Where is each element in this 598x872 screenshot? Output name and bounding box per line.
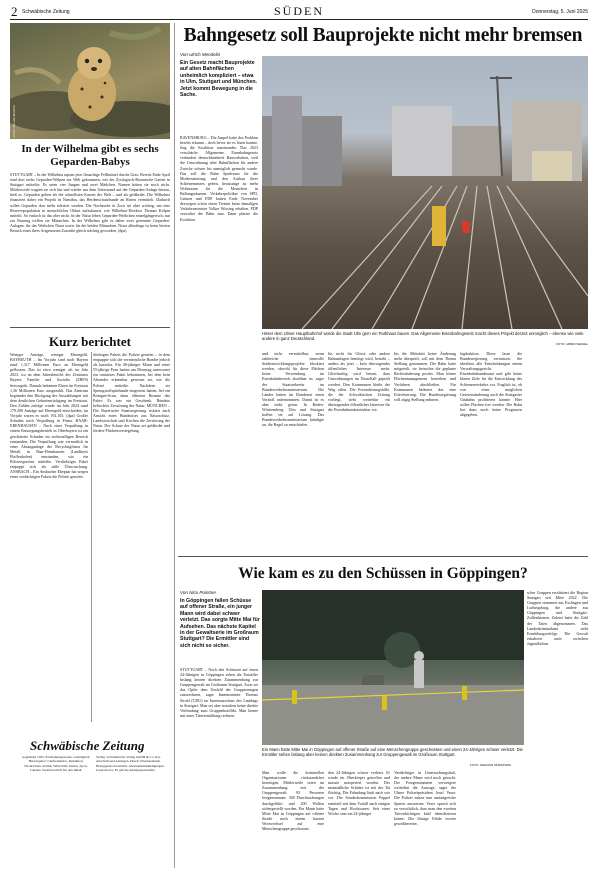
header-date: Donnerstag, 5. Juni 2025 [532,9,588,15]
goeppingen-lead: In Göppingen fallen Schüsse auf offener Straße, ein junger Mann wird dabei schwer verletzt. Das sorgte Mitte Mai für Aufsehen. Das nächste Kapitel in der Gewaltserie im Großraum Stuttgart? Die Ermittler sind sich nicht so sicher. [180,598,260,649]
header-rule [10,19,588,20]
kurz-col-divider [91,352,92,722]
goeppingen-headline: Wie kam es zu den Schüssen in Göppingen? [238,565,528,582]
masthead-col-2: Verlag: Schwäbischer Verlag GmbH & Co. KG. Anschrift und Anzeigen. Druck: Druckzentrum. Bezugspreis monatlich. Abonnementkündigungen. Leserservice. Es gilt die Anzeigenpreisliste. [96,755,165,772]
masthead-logo: Schwäbische Zeitung [30,738,145,753]
bahn-photo-credit: FOTO: ARMIN WEIGEL [556,342,588,346]
goeppingen-col-4: Verdächtiger in Untersuchungshaft, der andere Mann wird noch gesucht. Der Festgenommene verweigere weiterhin die Aussage, sagte der Ulmer Polizeipräsident Josef Veser. Die Polizei müsse nun umfangreiche Spuren auswerten. Veser sprach sich zu versichtlich, dass man den zweiten Tatverdächtigen bald identifizieren könne. Die blutige Fehde zweier gewaltbereiter, [394,770,456,826]
cheetah-cub-icon [10,23,170,139]
kurz-col-2: dächtigen Pakets die Polizei gerufen – in dem entpuppte sich die vermeintliche Bombe jedoch als harmlos. Ein 46-jähriger Mann und seine 55-jährige Frau hatten am Dienstag unerwartet ein ominöses Paket bekommen, bei dem kein Absender erkennbar gewesen sei, wie die Polizei mitteilte. Nachdem sie Sprengstoffspürhunde eingesetzt hatten, lief ein Röntgen-Scan, dann öffneten Beamte das Paket: Es war ein Geschenk. Bündnis befürchtet Zerstörung der Natur. MÜNCHEN – Die Bayerische Staatsregierung riskiert nach Ansicht eines Bündnisses aus Naturschutz, Landwirtschaft und Kirchen die Zerstörung der Natur. Der Schutz der Natur sei gefährdet und fördere Flächenversiegelung. [93,352,170,434]
article-separator [178,556,588,557]
bahn-col-3: bis nicht für Gleise oder andere Bahnanlagen benötigt wird, besteht – anders als jetzt – kein überragendes öffentliches Interesse mehr. Gleichzeitig wird betont, dass Umwidmungen im Einzelfall geprüft werden. Den Kommunen bleibt der Weg offen. Die Formulierungshilfe, die der Schwäbischen Zeitung vorliegt, sieht weiterhin ein überragendes öffentliches Interesse für die Eisenbahninfrastruktur vor. [328,351,390,413]
left-column-divider [174,23,175,868]
section-title: SÜDEN [273,4,324,18]
bahn-photo-caption: Hinter dem Ulmer Hauptbahnhof würde die Stadt Ulm gern ein Parkhaus bauen. Das Allgemeine Eisenbahngesetz macht dieses Projekt derzeit unmöglich – ebenso wie viele andere in ganz Deutschland. [262,331,584,342]
bahn-col-4: bis die Mehrheit keine Änderung mehr überprüft, soll mit dem Thema Stellung genommen. Die Bahn hatte mitgeteilt, sie betrachte die geplante Rechtsänderung positiv. Man könne Flächenmanagement betreiben und Verfahren abschließen. Für Kommunen bedeutet das eine Erleichterung. Die Bundesregierung will zügig Stellung nehmen. [394,351,456,402]
goeppingen-photo-credit: FOTO: MARIJAN MURAT/DPA [470,763,512,767]
page-number: 2 [11,4,18,19]
kurz-col-1: Weniger Anträge, weniger Ehrengeld. BAYREUTH – Im Vorjahr sind nach Bayern rund 1,317 Millionen Euro an Ehrengeld geflossen. Das ist etwa weniger als im Jahr 2023, wo an dem Jahresbericht des Zentrums Bayern Familie und Soziales (ZBFS) hervorgeht. Damals bekamen Ehren im Freistaat 1,36 Millionen Euro ausgezahlt. Das Zentrum begründet den Rückgang der Auszahlungen mit dem deutlichen Geburtenrückgang im Freistaat. Den Zahlen zufolge wurde im Jahr 2024 rund 179.289 Anträge auf Ehrengeld entschieden, im Vorjahr waren es noch 192.165. (dpa) Großer Schaden nach Verpuffung in Firma. BAAR-EBENHAUSEN – Nach einer Verpuffung in einem Entsorgungsbetrieb in Oberbayern ist ein geschätzter Schaden im sechsstelligen Bereich entstanden. Die Verpuffung war vermutlich in einer Absauganlage der Recyclingfirma für Metall in Baar-Ebenhausen (Landkreis Pfaffenhofen) entstanden, wie ein Polizeisprecher mitteilte. Verdächtiges Paket entpuppt sich als süße Überraschung. ANSBACH – Ein Ansbacher Ehepaar hat wegen eines verdächtigen Pakets die Polizei gerufen. [10,352,88,480]
kurz-top-rule [10,327,170,328]
bahn-col-2: und nicht vermittelbar, wenn zahlreiche sinnvolle Stadtentwicklungsprojekte blockiert werden, obwohl für diese Flächen keine Verwendung im Eisenbahnbereich absehbar ist, sagte der Staatssekretär im Bundesverkehrsministerium. Die Länder hatten im Bundesrat einen Vorstoß unternommen. Damit ist es aber nicht getan. In Baden-Württemberg, Ulm und Stuttgart hoffen sie auf Lösung. Das Bundesverkehrsministerium kündigte an, die Regel zu entschärfen. [262,351,324,428]
bahn-col-5: fagdraktion. Diese lasse die Bundesregierung vermissen. Sie überlässt alle Entscheidungen einem Verwaltungsgericht. Eisenbahnbundesamt und gibt keine klaren Ziele für die Entwicklung des Schienenverkehrs vor. Fraglich ist, ob von einer möglichen Gesetzesänderung auch die Stuttgarter Gäubahn profitieren könnte. Hier sollen Flächen frei werden. Die Bahn hat dazu noch keine Prognosen abgegeben. [460,351,522,418]
goeppingen-photo-caption: Ein Mann hatte Mitte Mai in Göppingen auf offener Straße auf eine Menschengruppe geschossen und einen 24-Jährigen schwer verletzt. Die Ermittler sehen bislang aber keinen direkten Zusammenhang zur Gruppengewalt im Großraum Stuttgart. [262,747,523,758]
bahn-lead: Ein Gesetz macht Bauprojekte auf alten Bahnflächen unheimlich kompliziert – etwa in Ulm, Stuttgart und München. Jetzt kommt Bewegung in die Sache. [180,60,257,99]
goeppingen-col-3: den 24-Jährigen schwer verletzt. Er wurde im Oberkörper getroffen und musste notoperiert werden. Der mutmaßliche Schütze ist seit der Tat flüchtig. Die Fahndung läuft nach wie vor. Die Sonderkommission Pappel ermittelt seit dem Vorfall nach einigen Tagen und Hochtouren. Seit einer Woche sitzt ein 24-jähriger [328,770,390,816]
bahn-headline: Bahngesetz soll Bauprojekte nicht mehr bremsen [183,25,583,46]
goeppingen-col-1: STUTTGART – Nach den Schüssen auf einen 24-Jährigen in Göppingen sehen die Ermittler bislang keinen direkten Zusammenhang zur Gruppengewalt im Großraum Stuttgart. Zwar sei das Opfer dem Umfeld der Gruppierungen zuzurechnen, sagte Innenminister Thomas Strobl (CDU) im Innenausschuss des Landtags in Stuttgart. Man sei aber trotzdem keine direkte Verbindung zum Gruppenkonflikt. Man könne mit einer Täterermittlung rechnen. [180,667,258,718]
bahn-col-1: RAVENSBURG – Die Ampel hatte das Problem bereits erkannt – doch bevor sie es lösen konnte, fing die Koalition auseinander. Das 2023 verschärfte Allgemeine Eisenbahngesetz verhindert deutschlandweit Bauvorhaben, weil die Umwidmung alter Bahnflächen für andere Zwecke schwer bis unmöglich gemacht wurde. Das soll die Bahn Spielraum für die Modernisierung und den Ausbau ihres Schienennetzes geben, heutzutage zu mehr Wohnraum für die Menschen in Ballungsräumen. Verkehrspolitiker von SPD, Grünen und FDP hatten Ende November deswegen schon einen Termin beim damaligen Verkehrsminister Volker Wissing erhalten. FDP verwaltet die Bahn nun. Dann platzte die Koalition. [180,135,258,222]
railway-tracks-icon [262,56,588,329]
goeppingen-col-2: Man wolle die kriminellen Organisationen rückstandsfrei beseitigen, Mittlerweile seien im Zusammenhang mit der Gruppengewalt 93 Personen festgenommen. 300 Durchsuchungen durchgeführt und 200 Waffen sichergestellt worden. Ein Mann hatte Mitte Mai in Göppingen auf offener Straße nach einem kurzen Wortwechsel auf eine Menschengruppe geschossen. [262,770,324,832]
geparden-photo [10,23,170,139]
header-paper-name: Schwäbische Zeitung [22,9,70,15]
geparden-headline: In der Wilhelma gibt es sechs Geparden-Babys [21,143,159,168]
goeppingen-col-5: scher Gruppen erschüttert die Region Stuttgart seit Mitte 2022. Die Gruppen stammen aus Esslingen und Ludwigsburg, die andere aus Göppingen und Stuttgart-Zuffenhausen. Zuletzt hatte die Zahl der Taten abgenommen. Das Landeskriminalamt sieht Ermittlungserfolge. Die Gewalt eskalierte auch zwischen Jugendlichen. [527,590,588,646]
geparden-photo-credit: FOTO: WILHELMA/DPA [12,104,16,137]
ulm-railway-photo [262,56,588,329]
kurz-berichtet-title: Kurz berichtet [49,334,131,349]
crime-scene-icon [262,590,524,745]
bahn-author: Von Ulrich Mendelin [180,52,221,57]
goeppingen-street-photo [262,590,524,745]
goeppingen-author: Von Nico Pointner [180,590,217,595]
masthead-col-1: Gegründet 1945. Erscheinungsweise: werktäglich. Herausgeber: Chefredaktion, Redaktion, Nachrichten, Politik, Wirtschaft, Kultur, Sport, Lokales. Verantwortlich für den Inhalt. [21,755,91,772]
geparden-text: STUTTGART – In der Wilhelma tapsen jetzt flauschige Fellknäuel durchs Gras: Bereits Ende April sind dort sechs Geparden-Welpen zur Welt gekommen, wie der Zoologisch-Botanische Garten in Stuttgart mitteilte. Es seien vier Jungen und zwei Mädchen. Namen hätten sie noch nicht. Mittlerweile wagten sie sich hin und wieder aus dem Unterstand auf der Geparden-Anlage heraus, hieß es. Geparden gelten als die schnellsten Katzen der Welt – und als gefährdet. Die Wilhelma finanziert daher ein Projekt in Namibia, das Herdenschutzhunde an Hirten vermittelt. Dadurch sollen Geparden dort mehr toleriert werden. Die Nachzucht in Zoos sei aber wichtig, um eine Reservepopulation in menschlicher Obhut aufzubauen, wie Wilhelma-Direktor Thomas Kölpin mitteilt. So einfach ist das aber nicht. In der Natur leben Geparden-Weibchen einzelgängerisch, nur zur Paarung treffen sie Männchen. In der Wilhelma gibt es daher zwei getrennte Geparden-Anlagen: für das Weibchen Niara sowie für die beiden Männchen. Niara allerdings ist beim letzten Besuch eines ihres Artgenossen Zawadie gleich trächtig geworden. (dpa) [10,172,170,234]
